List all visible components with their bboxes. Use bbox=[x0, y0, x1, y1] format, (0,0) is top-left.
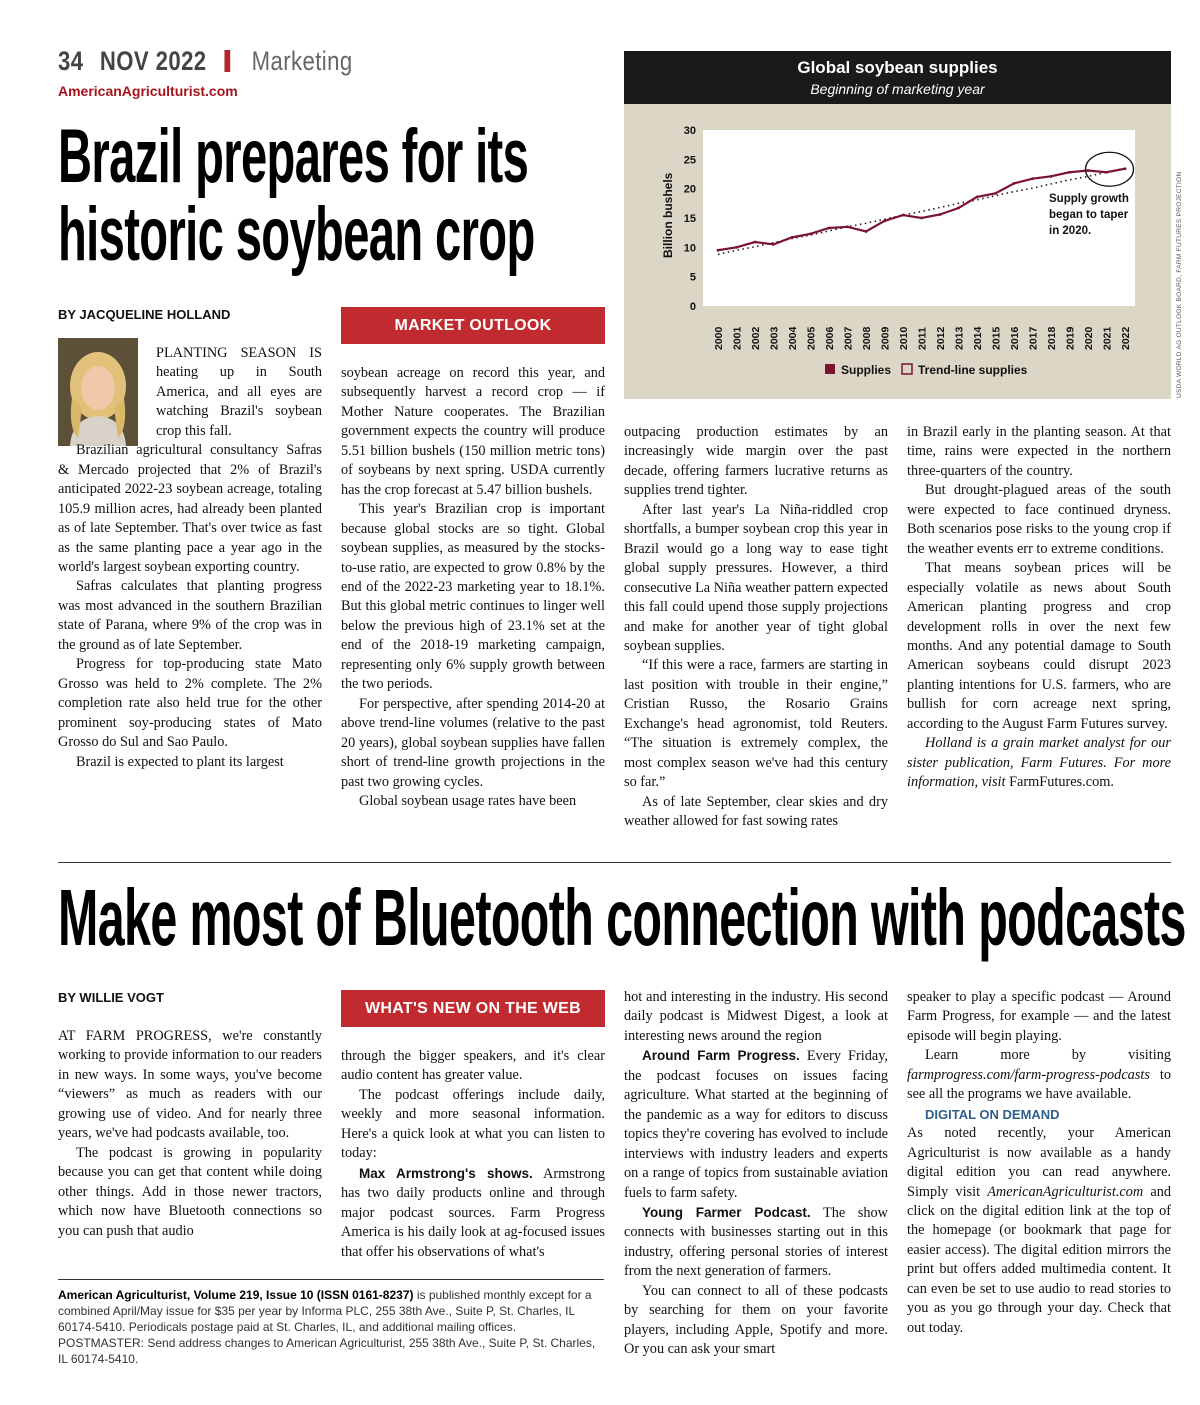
article2-column-4 bbox=[907, 988, 1171, 1338]
paragraph: through the bigger speakers, and it's clear audio content has greater value. bbox=[341, 1048, 605, 1084]
supplies-point bbox=[865, 230, 868, 233]
article1-column-1 bbox=[58, 344, 322, 772]
supplies-point bbox=[772, 243, 775, 246]
paragraph: This year's Brazilian crop is important because global stocks are so tight. Global soybean supplies, as measured by the stocks-to-use ratio, are expected to grow 0.8% by the end of the 2022-23 marketing year to 18.1%. But this global metric continues to linger well below the previous high of 23.1% set at the end of the 2018-19 marketing campaign, representing only 6% supply growth between the two periods. bbox=[341, 501, 605, 693]
lead-paragraph: AT FARM PROGRESS, we're constantly working to provide information to our readers in new ways. In some ways, you've become “viewers” as much as readers with our growing use of video. And for nearly three years, we've had podcasts available, too. bbox=[58, 1028, 322, 1142]
americanagriculturist-link[interactable]: AmericanAgriculturist.com bbox=[987, 1183, 1144, 1200]
issue-date: NOV 2022 bbox=[99, 46, 207, 76]
article2-column-3 bbox=[624, 988, 888, 1360]
supplies-point bbox=[939, 213, 942, 216]
article-divider bbox=[58, 862, 1171, 863]
paragraph: Global soybean usage rates have been bbox=[359, 792, 577, 809]
supplies-point bbox=[976, 195, 979, 198]
x-tick-label: 2017 bbox=[1027, 326, 1040, 350]
supplies-point bbox=[1087, 169, 1090, 172]
paragraph: But drought-plagued areas of the south were expected to face continued dryness. Both scenarios pose risks to the young crop if the weather events err to extreme conditions. bbox=[907, 482, 1171, 557]
x-tick-label: 2016 bbox=[1009, 326, 1021, 350]
supplies-point bbox=[883, 220, 886, 223]
paragraph: Brazil is expected to plant its largest bbox=[76, 753, 284, 770]
x-tick-label: 2006 bbox=[824, 326, 836, 350]
supplies-point bbox=[1068, 171, 1071, 174]
x-tick-label: 2009 bbox=[879, 326, 892, 350]
article1-column-4 bbox=[907, 423, 1171, 793]
paragraph: Brazilian agricultural consultancy Safras & Mercado projected that 2% of Brazil's anticipated 2022-23 soybean acreage, totaling 105.9 million acres, had already been planted as of late September. That's over twice as fast as the same planting pace a year ago in the world's largest soybean exporting country. bbox=[58, 442, 322, 575]
supplies-point bbox=[754, 241, 757, 244]
paragraph: soybean acreage on record this year, and subsequently harvest a record crop — if Mother Nature cooperates. The Brazilian government expects the country will produce 5.51 billion bushels (150 million metric tons) of soybeans by next spring. USDA currently has the crop forecast at 5.47 billion bushels. bbox=[341, 365, 605, 498]
article1-byline: BY JACQUELINE HOLLAND bbox=[58, 307, 231, 322]
paragraph: The podcast is growing in popularity because you can get that content while doing other things. Add in those newer tractors, which now have Bluetooth connections so you can push that audio bbox=[58, 1144, 322, 1239]
paragraph: That means soybean prices will be especially volatile as news about South American planting progress and crop development rolls in over the next few months. And any potential damage to South American soybeans could disrupt 2023 planting intentions for U.S. farmers, who are bullish for corn acreage next spring, according to the August Farm Futures survey. bbox=[907, 560, 1171, 732]
y-tick-label: 25 bbox=[683, 154, 696, 167]
x-tick-label: 2015 bbox=[990, 326, 1003, 350]
supplies-point bbox=[1105, 171, 1108, 174]
whats-new-tag: WHAT'S NEW ON THE WEB bbox=[341, 990, 605, 1027]
footer-rule bbox=[58, 1279, 604, 1280]
paragraph: outpacing production estimates by an increasingly wide margin over the past decade, offering farmers lucrative returns as supplies trend tighter. bbox=[624, 424, 888, 499]
annotation-line-2: began to taper bbox=[1049, 209, 1129, 221]
headline-line-2: historic soybean crop bbox=[58, 192, 535, 277]
y-tick-label: 20 bbox=[683, 183, 696, 196]
digital-on-demand-subhead: DIGITAL ON DEMAND bbox=[925, 1106, 1060, 1122]
lead-paragraph: PLANTING SEASON IS heating up in South America, and all eyes are watching Brazil's soybean crop this fall. bbox=[156, 345, 322, 439]
paragraph: As of late September, clear skies and dry weather allowed for fast sowing rates bbox=[624, 793, 888, 830]
chart-source-credit: USDA WORLD AG OUTLOOK BOARD, FARM FUTURES PROJECTION bbox=[1176, 171, 1183, 398]
x-tick-label: 2000 bbox=[713, 326, 725, 350]
chart-title: Global soybean supplies bbox=[797, 58, 998, 77]
podcasts-link[interactable]: farmprogress.com/farm-progress-podcasts bbox=[907, 1066, 1150, 1083]
paragraph: For perspective, after spending 2014-20 at above trend-line volumes (relative to the past 20 years), global soybean supplies have fallen short of trend-line growth projections in the past two growing cycles. bbox=[341, 695, 605, 790]
website-link[interactable]: AmericanAgriculturist.com bbox=[58, 83, 238, 99]
supplies-point bbox=[1124, 167, 1127, 170]
x-tick-label: 2022 bbox=[1120, 326, 1132, 350]
paragraph: Progress for top-producing state Mato Grosso was held to 2% complete. The 2% completion rate also held true for the other prominent soy-producing states of Mato Grosso do Sul and Sao Paulo. bbox=[58, 656, 322, 751]
x-tick-label: 2002 bbox=[750, 326, 762, 350]
author-bio: Holland is a grain market analyst for our sister publication, Farm Futures. For more information, visit FarmFutures.com. bbox=[907, 735, 1171, 791]
supplies-point bbox=[717, 249, 720, 252]
article1-headline bbox=[58, 114, 535, 277]
publication-volume: American Agriculturist, Volume 219, Issue 10 (ISSN 0161-8237) bbox=[58, 1288, 414, 1302]
legend-swatch-supplies bbox=[825, 364, 835, 374]
headline-line-1: Brazil prepares for its bbox=[58, 114, 529, 199]
x-tick-label: 2004 bbox=[787, 326, 799, 350]
legend-swatch-trend bbox=[902, 364, 912, 374]
x-tick-label: 2011 bbox=[916, 327, 929, 350]
article1-column-2 bbox=[341, 364, 605, 811]
supplies-point bbox=[1050, 175, 1053, 178]
supplies-point bbox=[920, 217, 923, 220]
supplies-point bbox=[1031, 177, 1034, 180]
supplies-point bbox=[828, 227, 831, 230]
section-name: Marketing bbox=[251, 46, 353, 76]
publication-notice-text: is published monthly except for a combined April/May issue for $35 per year by Informa PLC, 255 38th Ave., Suite P, St. Charles, IL 60174-5410. Periodicals postage paid at St. Charles, IL, and additional mailing offices. POSTMASTER: Send address changes to American Agriculturist, 255 38th Ave., Suite P, St. Charles, IL 60174-5410. bbox=[58, 1288, 596, 1366]
x-tick-label: 2008 bbox=[861, 326, 873, 350]
supplies-point bbox=[1013, 182, 1016, 185]
y-tick-label: 30 bbox=[683, 125, 696, 137]
x-tick-label: 2010 bbox=[898, 326, 910, 350]
chart-legend bbox=[825, 363, 1028, 377]
article2-column-2 bbox=[341, 1047, 605, 1262]
paragraph: Around Farm Progress. Every Friday, the podcast focuses on issues facing agriculture. What started at the beginning of the pandemic as a way for editors to discuss topics they're covering has evolved to include interviews with industry leaders and experts on a range of topics from sustainable aviation fuels to farm safety. bbox=[624, 1048, 888, 1201]
farmfutures-link[interactable]: FarmFutures.com. bbox=[1009, 774, 1114, 791]
y-tick-label: 0 bbox=[689, 301, 696, 313]
legend-label-trend: Trend-line supplies bbox=[918, 363, 1028, 377]
y-tick-label: 10 bbox=[683, 242, 696, 255]
paragraph: “If this were a race, farmers are starting in last position with trouble in their engine,” Cristian Russo, the Rosario Grains Exchange's head agronomist, told Reuters. “The situation is extremely complex, the most complex season we've had this century so far.” bbox=[624, 657, 888, 791]
annotation-line-1: Supply growth bbox=[1049, 193, 1129, 205]
supplies-point bbox=[735, 246, 738, 249]
legend-label-supplies: Supplies bbox=[841, 363, 892, 377]
supplies-point bbox=[902, 214, 905, 217]
page-number: 34 bbox=[58, 46, 84, 76]
paragraph: Max Armstrong's shows. Armstrong has two daily products online and through major podcast sources. Farm Progress America is his daily look at ag-focused issues that offer his observations of what's bbox=[341, 1165, 606, 1260]
paragraph: After last year's La Niña-riddled crop shortfalls, a bumper soybean crop this year in Brazil would go a long way to ease tight global supply pressures. However, a third consecutive La Niña weather pattern expected this fall could upend those supply projections and make for another year of tight global soybean supplies. bbox=[624, 501, 888, 654]
chart-subtitle: Beginning of marketing year bbox=[810, 81, 985, 97]
paragraph: Young Farmer Podcast. The show connects with businesses starting out in this industry, offering personal stories of interest from the next generation of farmers. bbox=[624, 1204, 888, 1280]
paragraph: Safras calculates that planting progress was most advanced in the southern Brazilian state of Parana, where 9% of the crop was in the ground as of late September. bbox=[58, 578, 322, 653]
page-folio bbox=[58, 46, 353, 77]
supplies-point bbox=[809, 232, 812, 235]
x-tick-label: 2020 bbox=[1083, 326, 1095, 350]
supplies-point bbox=[957, 207, 960, 210]
x-tick-label: 2014 bbox=[972, 326, 984, 350]
x-tick-label: 2007 bbox=[842, 326, 855, 350]
folio-separator bbox=[225, 50, 231, 72]
x-tick-label: 2018 bbox=[1046, 326, 1058, 350]
article1-column-3 bbox=[624, 423, 888, 832]
supplies-point bbox=[791, 236, 794, 239]
y-tick-label: 15 bbox=[683, 213, 696, 225]
paragraph: You can connect to all of these podcasts by searching for them on your favorite players, including Apple, Spotify and more. Or you can ask your smart bbox=[624, 1282, 888, 1358]
x-tick-label: 2021 bbox=[1101, 326, 1114, 350]
publication-notice bbox=[58, 1287, 604, 1367]
soybean-supplies-chart bbox=[624, 104, 1171, 399]
article2-headline: Make most of Bluetooth connection with podcasts bbox=[58, 873, 1186, 962]
x-tick-label: 2019 bbox=[1064, 326, 1077, 350]
paragraph: Learn more by visiting farmprogress.com/farm-progress-podcasts to see all the programs we have available. bbox=[907, 1047, 1171, 1103]
supplies-point bbox=[846, 225, 849, 228]
supplies-point bbox=[994, 192, 997, 195]
paragraph: speaker to play a specific podcast — Around Farm Progress, for example — and the latest episode will begin playing. bbox=[907, 989, 1171, 1044]
x-tick-label: 2005 bbox=[805, 326, 818, 350]
article2-byline: BY WILLIE VOGT bbox=[58, 990, 164, 1005]
market-outlook-tag: MARKET OUTLOOK bbox=[341, 307, 605, 344]
x-tick-label: 2012 bbox=[935, 326, 947, 350]
paragraph: As noted recently, your American Agriculturist is now available as a handy digital edition you can read anywhere. Simply visit AmericanAgriculturist.com and click on the digital edition link at the top of the homepage (or bookmark that page for easier access). The digital edition mirrors the print but offers added multimedia content. It can even be set to use audio to read stories to you as you go through your day. Check that out today. bbox=[907, 1125, 1172, 1336]
paragraph: in Brazil early in the planting season. At that time, rains were expected in the northern three-quarters of the country. bbox=[907, 424, 1171, 479]
x-tick-label: 2003 bbox=[768, 326, 781, 350]
y-axis-label: Billion bushels bbox=[661, 172, 675, 258]
y-tick-label: 5 bbox=[689, 271, 696, 284]
article2-column-1 bbox=[58, 1027, 322, 1241]
paragraph: The podcast offerings include daily, weekly and more seasonal information. Here's a quick look at what you can listen to today: bbox=[341, 1086, 605, 1162]
x-tick-label: 2013 bbox=[953, 326, 966, 350]
x-tick-label: 2001 bbox=[731, 326, 744, 350]
paragraph: hot and interesting in the industry. His second daily podcast is Midwest Digest, a look at interesting news around the region bbox=[624, 989, 888, 1044]
annotation-line-3: in 2020. bbox=[1049, 225, 1092, 237]
